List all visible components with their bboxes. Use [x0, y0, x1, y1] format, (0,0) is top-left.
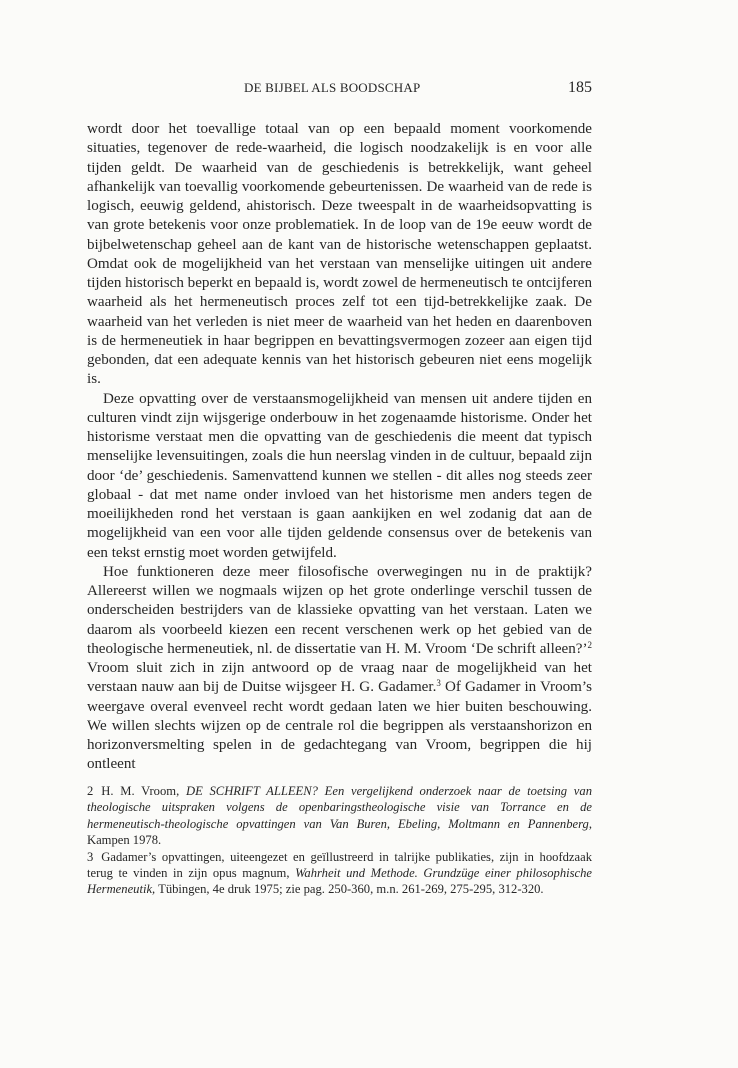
body-text: [87, 120, 592, 775]
footnote-ref-3: 3: [436, 678, 441, 689]
paragraph-3-part-2: Vroom sluit zich in zijn antwoord op de vraag naar de mogelijkheid van het verstaan nauw aan bij de Duitse wijsgeer H. G. Gadamer.: [87, 660, 592, 696]
footnote-3-number: 3: [87, 849, 94, 864]
footnote-3-publication: Tübingen, 4e druk 1975; zie pag. 250-360, m.n. 261-269, 275-295, 312-320.: [155, 882, 544, 897]
page-header: [87, 79, 592, 101]
footnotes: [87, 783, 592, 898]
paragraph-1: wordt door het toevallige totaal van op een bepaald moment voorkomende situaties, tegenover de rede-waarheid, die logisch noodzakelijk is en voor alle tijden geldt. De waarheid van de geschiedenis is betrekkelijk, want geheel afhankelijk van toevallig voorkomende gebeurtenissen. De waarheid van de rede is logisch, eeuwig geldend, ahistorisch. Deze tweespalt in de waarheidsopvatting is van grote betekenis voor onze problematiek. In de loop van de 19e eeuw wordt de bijbelwetenschap geheel aan de kant van de historische wetenschappen geplaatst. Omdat ook de mogelijkheid van het verstaan van menselijke uitingen uit andere tijden historisch beperkt en bepaald is, wordt zowel de hermeneutisch te ontcijferen waarheid als het hermeneutisch proces zelf tot een tijd-betrekkelijke zaak. De waarheid van het verleden is niet meer de waarheid van het heden en daarenboven is de hermeneutiek in haar begrippen en bevattingsvermogen zozeer aan eigen tijd gebonden, dat een adequate kennis van het historisch gebeuren niet eens mogelijk is.: [87, 121, 592, 388]
footnote-2-number: 2: [87, 784, 94, 798]
page-number: 185: [568, 79, 592, 96]
footnote-2-publication: , Kampen 1978.: [87, 816, 592, 848]
running-title: DE BIJBEL ALS BOODSCHAP: [244, 80, 421, 95]
paragraph-3-part-1: Hoe funktioneren deze meer filosofische overwegingen nu in de praktijk? Allereerst willen we nogmaals wijzen op het grote onderlinge verschil tussen de onderscheiden bestrijders van de klassieke opvatting van het verstaan. Laten we daarom als voorbeeld kiezen een recent verschenen werk op het gebied van de theologische hermeneutiek, nl. de dissertatie van H. M. Vroom ‘De schrift alleen?’: [87, 563, 592, 657]
footnote-2-author: H. M. Vroom,: [101, 784, 186, 798]
footnote-3-text: Gadamer’s opvattingen, uiteengezet en geïllustreerd in talrijke publikaties, zijn in hoofdzaak terug te vinden in zijn opus magnum,: [87, 849, 592, 881]
paragraph-2: Deze opvatting over de verstaansmogelijkheid van mensen uit andere tijden en culturen vindt zijn wijsgerige onderbouw in het zogenaamde historisme. Onder het historisme verstaat men die opvatting van de geschiedenis die meent dat typisch menselijke levensuitingen, zoals die hun neerslag vinden in de cultuur, bepaald zijn door ‘de’ geschiedenis. Samenvattend kunnen we stellen - dit alles nog steeds zeer globaal - dat met name onder invloed van het historisme men anders tegen de moeilijkheden rond het verstaan is gaan aankijken en wel zodanig dat aan de mogelijkheid van een voor alle tijden geldende consensus over de betekenis van een tekst ernstig moet worden getwijfeld.: [87, 390, 592, 561]
footnote-ref-2: 2: [587, 639, 592, 650]
footnote-3-title: Wahrheit und Methode. Grundzüge einer philosophische Hermeneutik,: [87, 866, 592, 897]
paragraph-3-part-3: Of Gadamer in Vroom’s weergave overal evenveel recht wordt gedaan laten we hier buiten beschouwing. We willen slechts wijzen op de centrale rol die begrippen als verstaanshorizon en horizonversmelting spelen in de gedachtegang van Vroom, begrippen die hij ontleent: [87, 679, 592, 773]
footnote-2: [87, 783, 592, 849]
paragraph-3: [87, 563, 592, 775]
footnote-2-title: DE SCHRIFT ALLEEN? Een vergelijkend onderzoek naar de toetsing van theologische uitspraken volgens de openbaringstheologische visie van Torrance en de hermeneutisch-theologische opvattingen van Van Buren, Ebeling, Moltmann en Pannenberg: [87, 784, 592, 831]
footnote-3: [87, 849, 592, 898]
